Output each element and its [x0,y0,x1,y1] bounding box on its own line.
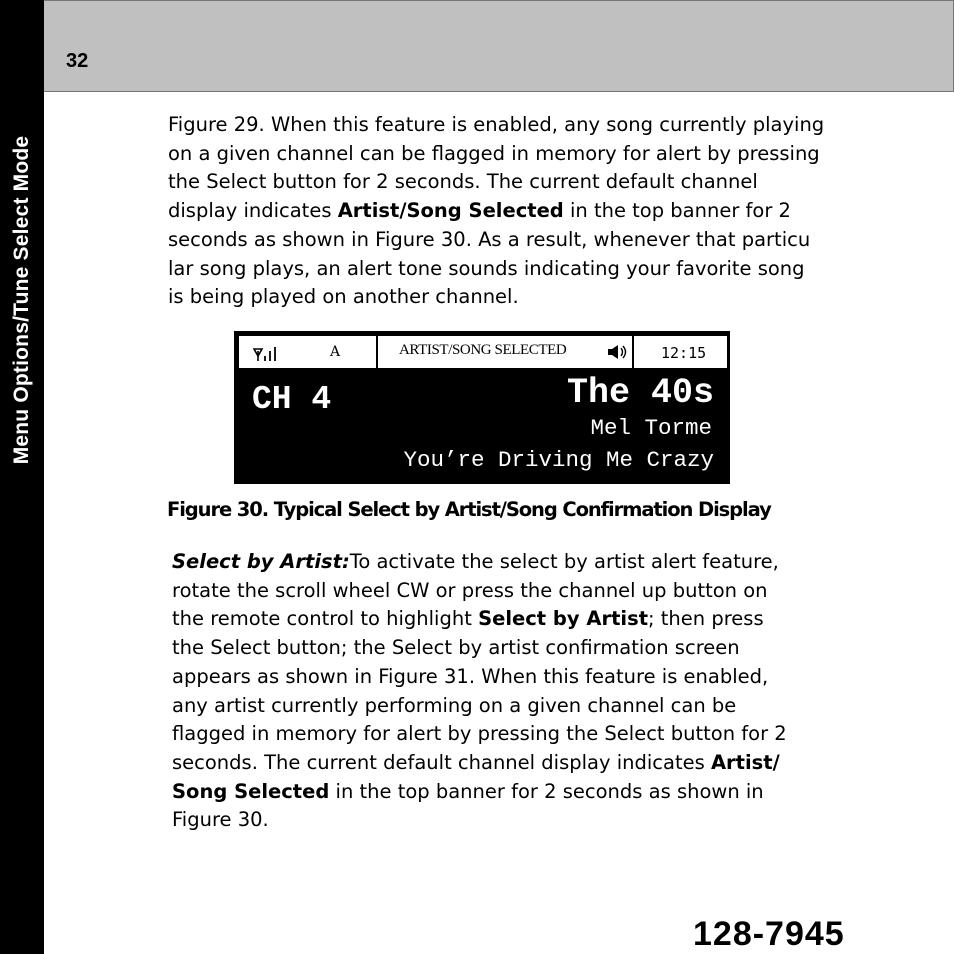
song-title: You’re Driving Me Crazy [403,447,714,473]
banner-cell [378,336,632,368]
text-fragment: ; then press [648,607,764,631]
text-line: seconds as shown in Figure 30. As a result, whenever that particu [168,227,811,251]
page-number: 32 [66,50,89,72]
text-line [168,197,824,226]
clock-cell [634,336,727,368]
section-side-label: Menu Options/Tune Select Mode [10,135,33,465]
artist-name: Mel Torme [590,415,712,441]
document-number: 128-7945 [693,915,845,953]
bold-term: Artist/Song Selected [337,199,564,223]
text-line [172,548,787,577]
text-line: Figure 30. [172,808,269,832]
text-line: appears as shown in Figure 31. When this feature is enabled, [172,664,769,688]
select-by-artist-paragraph [172,548,787,835]
text-fragment: display indicates [168,199,338,223]
text-line [172,749,787,778]
bold-term: Select by Artist [478,607,649,631]
banner-text: ARTIST/SONG SELECTED [399,342,567,358]
intro-paragraph [168,111,824,312]
text-line: the Select button; the Select by artist confirmation screen [172,636,740,660]
channel-number: CH 4 [252,381,332,418]
section-heading: Select by Artist: [172,550,350,573]
bold-term: Artist/ [710,750,780,774]
text-line: is being played on another channel. [168,285,519,309]
antenna-signal-icon [253,345,283,363]
text-line: on a given channel can be flagged in memory for alert by pressing [168,141,820,165]
speaker-alert-icon [607,343,629,361]
band-indicator: A [330,344,341,360]
text-fragment: To activate the select by artist alert feature, [349,550,779,573]
clock-time: 12:15 [661,344,707,362]
status-cell [239,336,376,368]
radio-display-figure [234,331,730,484]
text-fragment: seconds. The current default channel display indicates [172,750,711,774]
text-line: any artist currently performing on a given channel can be [172,693,737,717]
figure-caption: Figure 30. Typical Select by Artist/Song Confirmation Display [167,498,771,521]
text-line [172,605,787,634]
text-fragment: in the top banner for 2 [563,199,791,223]
text-line: flagged in memory for alert by pressing the Select button for 2 [172,722,787,746]
text-line: the Select button for 2 seconds. The current default channel [168,170,758,194]
text-line: rotate the scroll wheel CW or press the channel up button on [172,578,768,602]
text-line: Figure 29. When this feature is enabled, any song currently playing [168,113,825,136]
text-line [172,778,787,807]
text-fragment: the remote control to highlight [172,607,479,631]
bold-term: Song Selected [172,779,330,803]
text-line: lar song plays, an alert tone sounds indicating your favorite song [168,256,805,280]
side-bar [0,0,44,954]
header-band [44,0,954,92]
channel-name: The 40s [566,373,714,413]
text-fragment: in the top banner for 2 seconds as shown in [329,779,764,803]
